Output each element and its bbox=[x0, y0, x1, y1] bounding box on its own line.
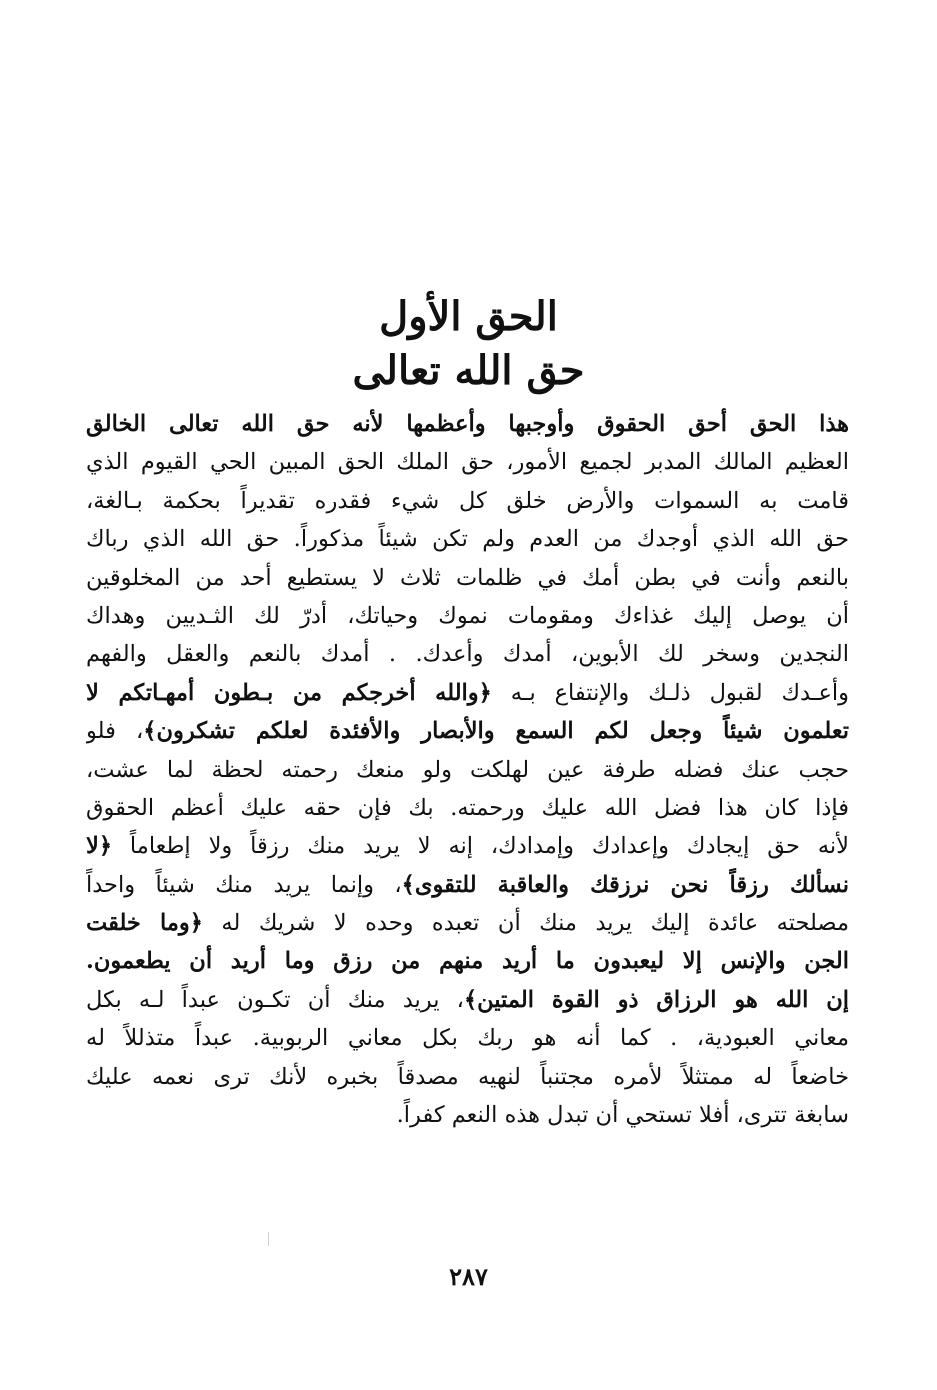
text-segment: حق الله الذي أوجدك من العدم ولم تكن شيئاً مذكوراً. حق الله الذي رباك bbox=[86, 526, 849, 553]
quran-verse-segment: ﴿لا bbox=[86, 833, 113, 860]
text-segment: خاضعاً له ممتثلاً لأمره مجتنباً لنهيه مصدقاً بخبره لأنك ترى نعمه عليك bbox=[86, 1063, 849, 1090]
text-line bbox=[86, 597, 849, 635]
chapter-title: الحق الأول bbox=[379, 293, 558, 340]
quran-verse-segment: تعلمون شيئاً وجعل لكم السمع والأبصار والأفئدة لعلكم تشكرون﴾ bbox=[143, 718, 849, 745]
text-segment: حجب عنك فضله طرفة عين لهلكت ولو منعك رحمته لحظة لما عشت، bbox=[86, 756, 849, 783]
quran-verse-segment: إن الله هو الرزاق ذو القوة المتين﴾ bbox=[463, 986, 849, 1013]
text-line bbox=[86, 1096, 849, 1134]
chapter-subtitle: حق الله تعالى bbox=[352, 347, 585, 394]
text-line bbox=[86, 981, 849, 1019]
body-paragraph bbox=[86, 405, 849, 1134]
quran-verse-segment: نسألك رزقاً نحن نرزقك والعاقبة للتقوى﴾ bbox=[401, 871, 849, 898]
text-segment: مصلحته عائدة إليك يريد منك أن تعبده وحده لا شريك له bbox=[202, 910, 849, 937]
text-line bbox=[86, 482, 849, 520]
text-line bbox=[86, 904, 849, 942]
quran-verse-segment: الجن والإنس إلا ليعبدون ما أريد منهم من رزق وما أريد أن يطعمون. bbox=[86, 948, 849, 975]
text-line bbox=[86, 443, 849, 481]
text-line bbox=[86, 1019, 849, 1057]
text-line bbox=[86, 751, 849, 789]
text-segment: سابغة تترى، أفلا تستحي أن تبدل هذه النعم كفراً. bbox=[396, 1102, 849, 1129]
text-segment: فإذا كان هذا فضل الله عليك ورحمته. بك فإن حقه عليك أعظم الحقوق bbox=[86, 794, 849, 821]
text-segment: ، فلو bbox=[86, 718, 144, 745]
text-segment: أن يوصل إليك غذاءك ومقومات نموك وحياتك، أدرّ لك الثـديين وهداك bbox=[86, 602, 849, 629]
chapter-heading bbox=[0, 290, 937, 398]
text-segment: العظيم المالك المدبر لجميع الأمور، حق الملك الحق المبين الحي القيوم الذي bbox=[86, 449, 849, 476]
text-segment: النجدين وسخر لك الأبوين، أمدك وأعدك. . أمدك بالنعم والعقل والفهم bbox=[86, 641, 849, 668]
text-line bbox=[86, 1058, 849, 1096]
text-line bbox=[86, 866, 849, 904]
text-segment: لأنه حق إيجادك وإعدادك وإمدادك، إنه لا يريد منك رزقاً ولا إطعاماً bbox=[112, 833, 849, 860]
text-line bbox=[86, 942, 849, 980]
text-line bbox=[86, 405, 849, 443]
text-segment: ، وإنما يريد منك شيئاً واحداً bbox=[86, 871, 402, 898]
text-line bbox=[86, 827, 849, 865]
text-line bbox=[86, 635, 849, 673]
text-line bbox=[86, 789, 849, 827]
text-segment: وأعـدك لقبول ذلـك والإنتفاع بـه bbox=[491, 679, 849, 706]
text-segment: معاني العبودية، . كما أنه هو ربك بكل معاني الربوبية. عبداً متذللاً له bbox=[86, 1025, 849, 1052]
text-line bbox=[86, 712, 849, 750]
text-line bbox=[86, 520, 849, 558]
text-segment: بالنعم وأنت في بطن أمك في ظلمات ثلاث لا يستطيع أحد من المخلوقين bbox=[86, 564, 849, 591]
quran-verse-segment: ﴿وما خلقت bbox=[86, 910, 203, 937]
margin-mark bbox=[268, 1232, 269, 1246]
text-line bbox=[86, 674, 849, 712]
text-segment: ، يريد منك أن تكـون عبداً لـه بكل bbox=[86, 986, 464, 1013]
text-line bbox=[86, 559, 849, 597]
quran-verse-segment: هذا الحق أحق الحقوق وأوجبها وأعظمها لأنه حق الله تعالى الخالق bbox=[86, 411, 849, 437]
quran-verse-segment: ﴿والله أخرجكم من بـطون أمهـاتكم لا bbox=[86, 679, 492, 706]
page-number: ٢٨٧ bbox=[449, 1262, 488, 1291]
text-segment: قامت به السموات والأرض خلق كل شيء فقدره تقديراً بحكمة بـالغة، bbox=[86, 487, 849, 514]
